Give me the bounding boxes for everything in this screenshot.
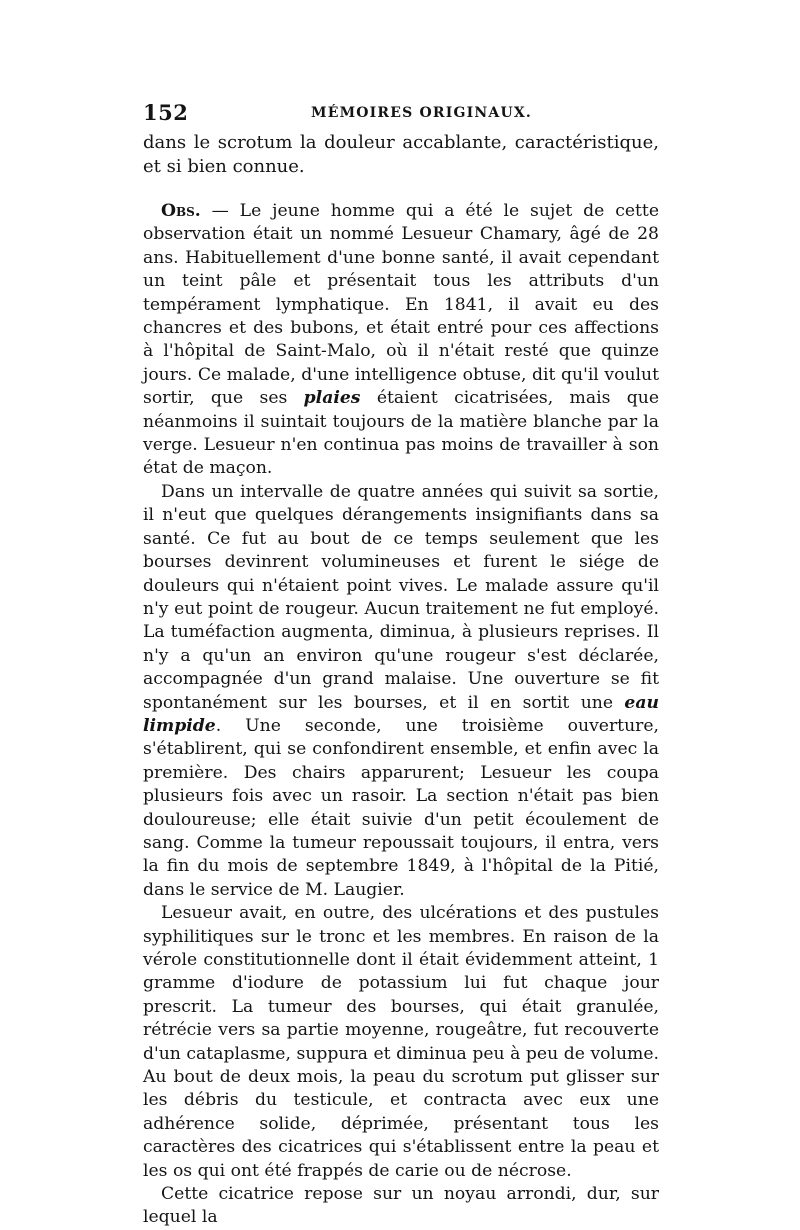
running-head: MÉMOIRES ORIGINAUX.	[311, 105, 532, 121]
intro-paragraph: dans le scrotum la douleur accablante, caractéristique, et si bien connue.	[143, 132, 659, 177]
observation-p1-text-1: — Le jeune homme qui a été le sujet de cette observation était un nommé Lesueur Chamary, âgé de 28 ans. Habituellement d'une bonne santé, il avait cependant un teint pâle et présentait tous les attributs d'un tempérament lymphatique. En 1841, il avait eu des chancres et des bubons, et était entré pour ces affections à l'hôpital de Saint-Malo, où il n'était resté que quinze jours. Ce malade, d'une intelligence obtuse, dit qu'il voulut sortir, que ses	[143, 201, 659, 409]
observation-label: Obs.	[161, 201, 201, 221]
page-number: 152	[143, 100, 189, 125]
observation-p2-text-2: . Une seconde, une troisième ouverture, s'établirent, qui se confondirent ensemble, et enfin avec la première. Des chairs apparurent; Lesueur les coupa plusieurs fois avec un rasoir. La section n'était pas bien douloureuse; elle était suivie d'un petit écoulement de sang. Comme la tumeur repoussait toujours, il entra, vers la fin du mois de septembre 1849, à l'hôpital de la Pitié, dans le service de M. Laugier.	[143, 715, 659, 900]
observation-p2-italic: eau limpide	[143, 692, 659, 736]
observation-p1-text-2: étaient cicatrisées, mais que néanmoins il suintait toujours de la matière blanche par la verge. Lesueur n'en continua pas moins de travailler à son état de maçon.	[143, 388, 659, 479]
page-header	[143, 100, 659, 130]
observation-paragraph-1	[143, 200, 659, 481]
observation-paragraph-4: Cette cicatrice repose sur un noyau arrondi, dur, sur lequel la	[143, 1184, 659, 1228]
intro-text-block	[143, 131, 659, 179]
observation-paragraph-3: Lesueur avait, en outre, des ulcérations et des pustules syphilitiques sur le tronc et les membres. En raison de la vérole constitutionnelle dont il était évidemment atteint, 1 gramme d'iodure de potassium lui fut chaque jour prescrit. La tumeur des bourses, qui était granulée, rétrécie vers sa partie moyenne, rougeâtre, fut recouverte d'un cataplasme, suppura et diminua peu à peu de volume. Au bout de deux mois, la peau du scrotum put glisser sur les débris du testicule, et contracta avec eux une adhérence solide, déprimée, présentant tous les caractères des cicatrices qui s'établissent entre la peau et les os qui ont été frappés de carie ou de nécrose.	[143, 903, 659, 1181]
observation-paragraph-2	[143, 481, 659, 902]
observation-text-block	[143, 200, 659, 1230]
observation-p1-italic: plaies	[303, 388, 361, 409]
observation-p2-text-1: Dans un intervalle de quatre années qui suivit sa sortie, il n'eut que quelques dérangements insignifiants dans sa santé. Ce fut au bout de ce temps seulement que les bourses devinrent volumineuses et furent le siége de douleurs qui n'étaient point vives. Le malade assure qu'il n'y eut point de rougeur. Aucun traitement ne fut employé. La tuméfaction augmenta, diminua, à plusieurs reprises. Il n'y a qu'un an environ qu'une rougeur s'est déclarée, accompagnée d'un grand malaise. Une ouverture se fit spontanément sur les bourses, et il en sortit une	[143, 481, 659, 713]
